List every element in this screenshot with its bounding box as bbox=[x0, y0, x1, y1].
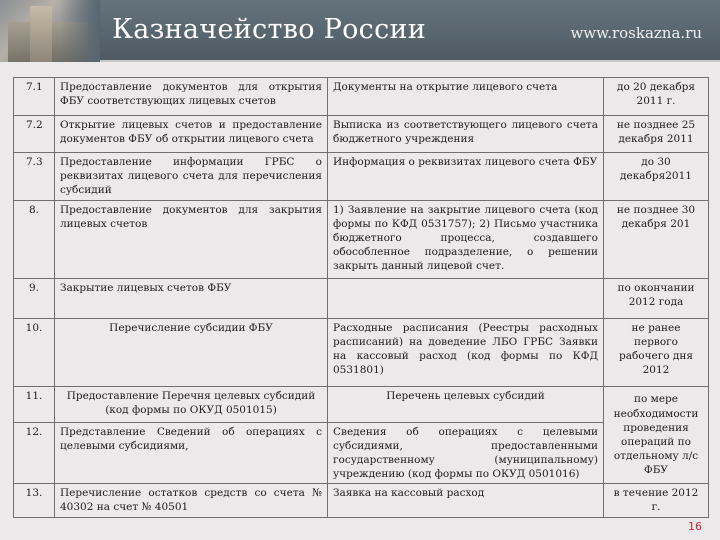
row-number: 11. bbox=[14, 386, 55, 422]
row-action: Предоставление документов для закрытия лицевых счетов bbox=[55, 200, 328, 278]
row-deadline: по окончании 2012 года bbox=[604, 278, 709, 318]
page-number: 16 bbox=[688, 520, 702, 533]
row-document: Заявка на кассовый расход bbox=[328, 484, 604, 518]
row-number: 13. bbox=[14, 484, 55, 518]
row-deadline: не позднее 25 декабря 2011 bbox=[604, 116, 709, 153]
row-number: 7.2 bbox=[14, 116, 55, 153]
row-action: Перечисление остатков средств со счета № 40302 на счет № 40501 bbox=[55, 484, 328, 518]
schedule-table bbox=[13, 77, 709, 518]
row-document: 1) Заявление на закрытие лицевого счета (код формы по КФД 0531757); 2) Письмо участника бюджетного процесса, создавшего обособленное подразделение, о решении закрыть данный лицевой счет. bbox=[328, 200, 604, 278]
row-number: 12. bbox=[14, 422, 55, 484]
row-action: Предоставление документов для открытия ФБУ соответствующих лицевых счетов bbox=[55, 78, 328, 116]
row-deadline: до 20 декабря 2011 г. bbox=[604, 78, 709, 116]
row-document bbox=[328, 278, 604, 318]
row-action: Представление Сведений об операциях с целевыми субсидиями, bbox=[55, 422, 328, 484]
row-deadline: в течение 2012 г. bbox=[604, 484, 709, 518]
row-document: Документы на открытие лицевого счета bbox=[328, 78, 604, 116]
row-deadline: по мере необходимости проведения операций по отдельному л/с ФБУ bbox=[604, 386, 709, 484]
row-action: Предоставление Перечня целевых субсидий (код формы по ОКУД 0501015) bbox=[55, 386, 328, 422]
row-number: 7.3 bbox=[14, 153, 55, 201]
row-document: Выписка из соответствующего лицевого счета бюджетного учреждения bbox=[328, 116, 604, 153]
table-row bbox=[14, 200, 709, 278]
row-action: Открытие лицевых счетов и предоставление документов ФБУ об открытии лицевого счета bbox=[55, 116, 328, 153]
row-action: Закрытие лицевых счетов ФБУ bbox=[55, 278, 328, 318]
row-deadline: не позднее 30 декабря 201 bbox=[604, 200, 709, 278]
row-document: Расходные расписания (Реестры расходных расписаний) на доведение ЛБО ГРБС Заявки на кассовый расход (код формы по КФД 0531801) bbox=[328, 318, 604, 386]
row-deadline: не ранее первого рабочего дня 2012 bbox=[604, 318, 709, 386]
slide-header bbox=[0, 0, 720, 62]
table-row bbox=[14, 278, 709, 318]
row-number: 9. bbox=[14, 278, 55, 318]
table-row bbox=[14, 318, 709, 386]
page-title: Казначейство России bbox=[112, 14, 427, 45]
row-number: 8. bbox=[14, 200, 55, 278]
row-number: 10. bbox=[14, 318, 55, 386]
table-row bbox=[14, 386, 709, 422]
row-deadline: до 30 декабря2011 bbox=[604, 153, 709, 201]
row-action: Перечисление субсидии ФБУ bbox=[55, 318, 328, 386]
treasury-building-image bbox=[0, 0, 100, 62]
site-url: www.roskazna.ru bbox=[570, 24, 702, 42]
table-row bbox=[14, 153, 709, 201]
table-row bbox=[14, 484, 709, 518]
row-document: Информация о реквизитах лицевого счета ФБУ bbox=[328, 153, 604, 201]
row-action: Предоставление информации ГРБС о реквизитах лицевого счета для перечисления субсидий bbox=[55, 153, 328, 201]
table-row bbox=[14, 78, 709, 116]
table-row bbox=[14, 116, 709, 153]
row-number: 7.1 bbox=[14, 78, 55, 116]
row-document: Перечень целевых субсидий bbox=[328, 386, 604, 422]
row-document: Сведения об операциях с целевыми субсидиями, предоставленными государственному (муниципальному) учреждению (код формы по ОКУД 0501016) bbox=[328, 422, 604, 484]
